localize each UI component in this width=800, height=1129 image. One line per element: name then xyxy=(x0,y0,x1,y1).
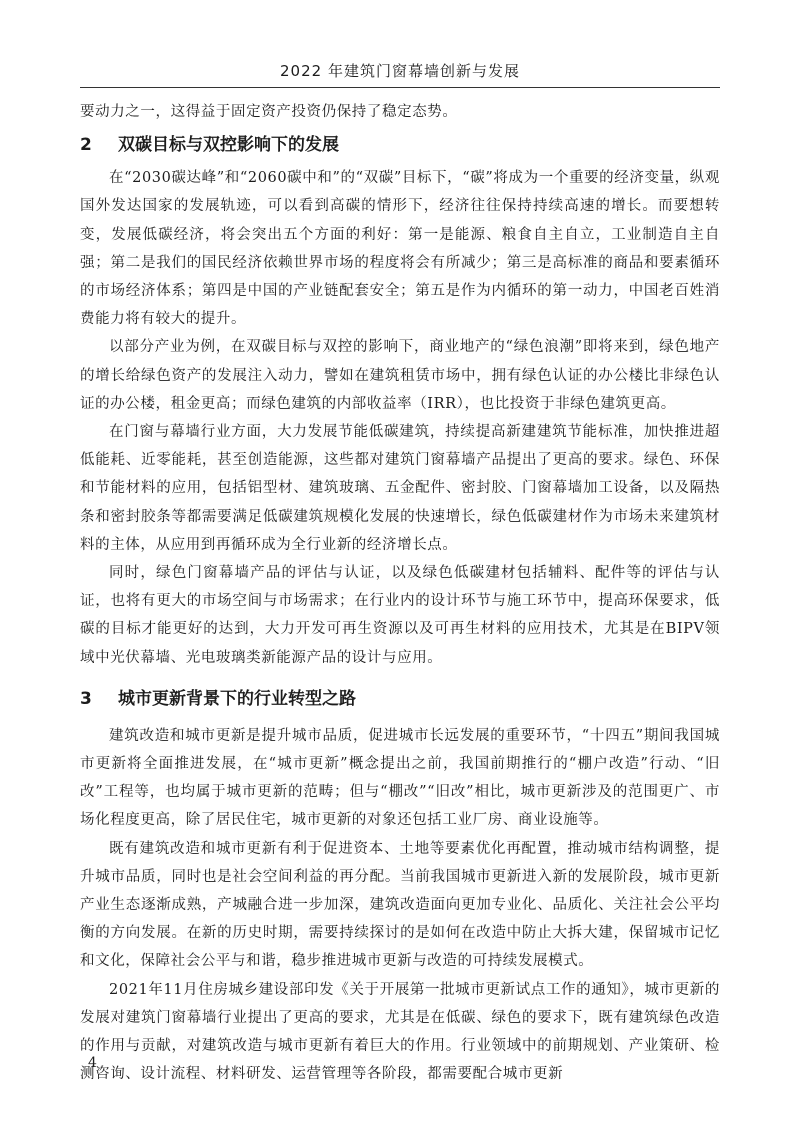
running-header: 2022 年建筑门窗幕墙创新与发展 xyxy=(280,62,520,80)
section-2-paragraph-3: 在门窗与幕墙行业方面，大力发展节能低碳建筑，持续提高新建建筑节能标准，加快推进超低能耗、近零能耗，甚至创造能源，这些都对建筑门窗幕墙产品提出了更高的要求。绿色、环保和节能材料的应用，包括铝型材、建筑玻璃、五金配件、密封胶、门窗幕墙加工设备，以及隔热条和密封胶条等都需要满足低碳建筑规模化发展的快速增长，绿色低碳建材作为市场未来建筑材料的主体，从应用到再循环成为全行业新的经济增长点。 xyxy=(80,424,720,553)
section-2-number: 2 xyxy=(80,135,92,156)
page-body xyxy=(80,98,720,1089)
header-rule xyxy=(80,87,720,88)
section-3-paragraph-1: 建筑改造和城市更新是提升城市品质，促进城市长远发展的重要环节，“十四五”期间我国城市更新将全面推进发展，在“城市更新”概念提出之前，我国前期推行的“棚户改造”行动、“旧改”工程等，也均属于城市更新的范畴；但与“棚改”“旧改”相比，城市更新涉及的范围更广、市场化程度更高，除了居民住宅，城市更新的对象还包括工业厂房、商业设施等。 xyxy=(80,727,720,829)
section-3-paragraph-2: 既有建筑改造和城市更新有利于促进资本、土地等要素优化再配置，推动城市结构调整，提升城市品质，同时也是社会空间利益的再分配。当前我国城市更新进入新的发展阶段，城市更新产业生态逐渐成熟，产城融合进一步加深，建筑改造面向更加专业化、品质化、关注社会公平均衡的方向发展。在新的历史时期，需要持续探讨的是如何在改造中防止大拆大建，保留城市记忆和文化，保障社会公平与和谐，稳步推进城市更新与改造的可持续发展模式。 xyxy=(80,840,720,970)
section-3-paragraph-3: 2021年11月住房城乡建设部印发《关于开展第一批城市更新试点工作的通知》，城市更新的发展对建筑门窗幕墙行业提出了更高的要求，尤其是在低碳、绿色的要求下，既有建筑绿色改造的作用与贡献，对建筑改造与城市更新有着巨大的作用。行业领域中的前期规划、产业策研、检测咨询、设计流程、材料研发、运营管理等各阶段，都需要配合城市更新 xyxy=(80,981,720,1083)
section-2-paragraph-4: 同时，绿色门窗幕墙产品的评估与认证，以及绿色低碳建材包括辅料、配件等的评估与认证，也将有更大的市场空间与市场需求；在行业内的设计环节与施工环节中，提高环保要求，低碳的目标才能更好的达到，大力开发可再生资源以及可再生材料的应用技术，尤其是在BIPV领域中光伏幕墙、光电玻璃类新能源产品的设计与应用。 xyxy=(80,565,720,666)
intro-paragraph: 要动力之一，这得益于固定资产投资仍保持了稳定态势。 xyxy=(80,104,458,120)
section-2-paragraph-1: 在“2030碳达峰”和“2060碳中和”的“双碳”目标下，“碳”将成为一个重要的经济变量，纵观国外发达国家的发展轨迹，可以看到高碳的情形下，经济往往保持持续高速的增长。而要想转变，发展低碳经济，将会突出五个方面的利好：第一是能源、粮食自主自立，工业制造自主自强；第二是我们的国民经济依赖世界市场的程度将会有所减少；第三是高标准的商品和要素循环的市场经济体系；第四是中国的产业链配套安全；第五是作为内循环的第一动力，中国老百姓消费能力将有较大的提升。 xyxy=(80,170,720,328)
section-2-paragraph-2: 以部分产业为例，在双碳目标与双控的影响下，商业地产的“绿色浪潮”即将来到，绿色地产的增长给绿色资产的发展注入动力，譬如在建筑租赁市场中，拥有绿色认证的办公楼比非绿色认证的办公楼，租金更高；而绿色建筑的内部收益率（IRR），也比投资于非绿色建筑更高。 xyxy=(80,339,720,412)
section-2-title: 双碳目标与双控影响下的发展 xyxy=(118,135,339,156)
section-3-title: 城市更新背景下的行业转型之路 xyxy=(118,688,356,709)
section-3-heading xyxy=(80,680,720,718)
page-number: 4 xyxy=(88,1055,97,1071)
section-2-heading xyxy=(80,126,720,164)
section-3-number: 3 xyxy=(80,688,92,709)
